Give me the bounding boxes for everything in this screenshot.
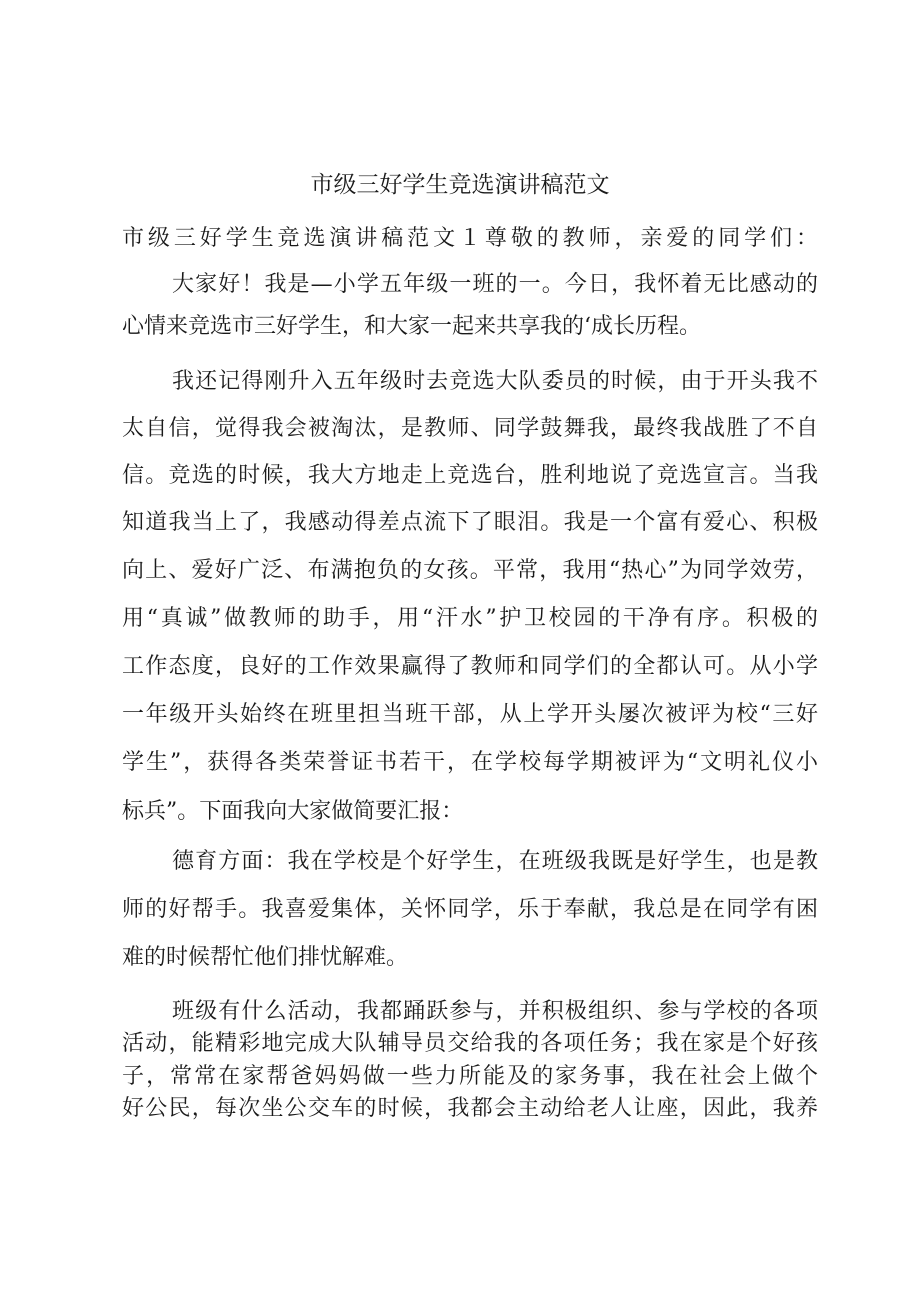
paragraph-line: 班级有什么活动，我都踊跃参与，并积极组织、参与学校的各项 xyxy=(172,999,818,1024)
paragraph-line: 信。竞选的时候，我大方地走上竞选台，胜利地说了竞选宣言。当我 xyxy=(122,463,818,488)
paragraph-line: 我还记得刚升入五年级时去竞选大队委员的时候，由于开头我不 xyxy=(172,369,818,394)
paragraph-line: 标兵”。下面我向大家做简要汇报： xyxy=(122,799,464,824)
paragraph-line: 子，常常在家帮爸妈妈做一些力所能及的家务事，我在社会上做个 xyxy=(122,1064,818,1089)
paragraph-line: 好公民，每次坐公交车的时候，我都会主动给老人让座，因此，我养 xyxy=(122,1096,818,1121)
paragraph-line: 学生”，获得各类荣誉证书若干，在学校每学期被评为“文明礼仪小 xyxy=(122,750,818,775)
paragraph-line: 太自信，觉得我会被淘汰，是教师、同学鼓舞我，最终我战胜了不自 xyxy=(122,416,818,441)
opening-line: 市级三好学生竞选演讲稿范文１尊敬的教师，亲爱的同学们： xyxy=(122,226,818,251)
paragraph-line: 用“真诚”做教师的助手，用“汗水”护卫校园的干净有序。积极的 xyxy=(122,606,818,631)
paragraph-line: 心情来竞选市三好学生，和大家一起来共享我的‘成长历程。 xyxy=(122,314,701,339)
paragraph-line: 难的时候帮忙他们排忧解难。 xyxy=(122,945,409,970)
paragraph-line: 知道我当上了，我感动得差点流下了眼泪。我是一个富有爱心、积极 xyxy=(122,510,818,535)
paragraph-line: 活动，能精彩地完成大队辅导员交给我的各项任务；我在家是个好孩 xyxy=(122,1031,818,1056)
document-title: 市级三好学生竞选演讲稿范文 xyxy=(310,172,610,198)
paragraph-line: 大家好！我是—小学五年级一班的一。今日，我怀着无比感动的 xyxy=(172,272,818,297)
paragraph-line: 一年级开头始终在班里担当班干部，从上学开头屡次被评为校“三好 xyxy=(122,702,818,727)
paragraph-line: 向上、爱好广泛、布满抱负的女孩。平常，我用“热心”为同学效劳， xyxy=(122,558,818,583)
paragraph-line: 工作态度，良好的工作效果赢得了教师和同学们的全都认可。从小学 xyxy=(122,654,818,679)
paragraph-line: 师的好帮手。我喜爱集体，关怀同学，乐于奉献，我总是在同学有困 xyxy=(122,897,818,922)
paragraph-line: 德育方面：我在学校是个好学生，在班级我既是好学生，也是教 xyxy=(172,849,818,874)
